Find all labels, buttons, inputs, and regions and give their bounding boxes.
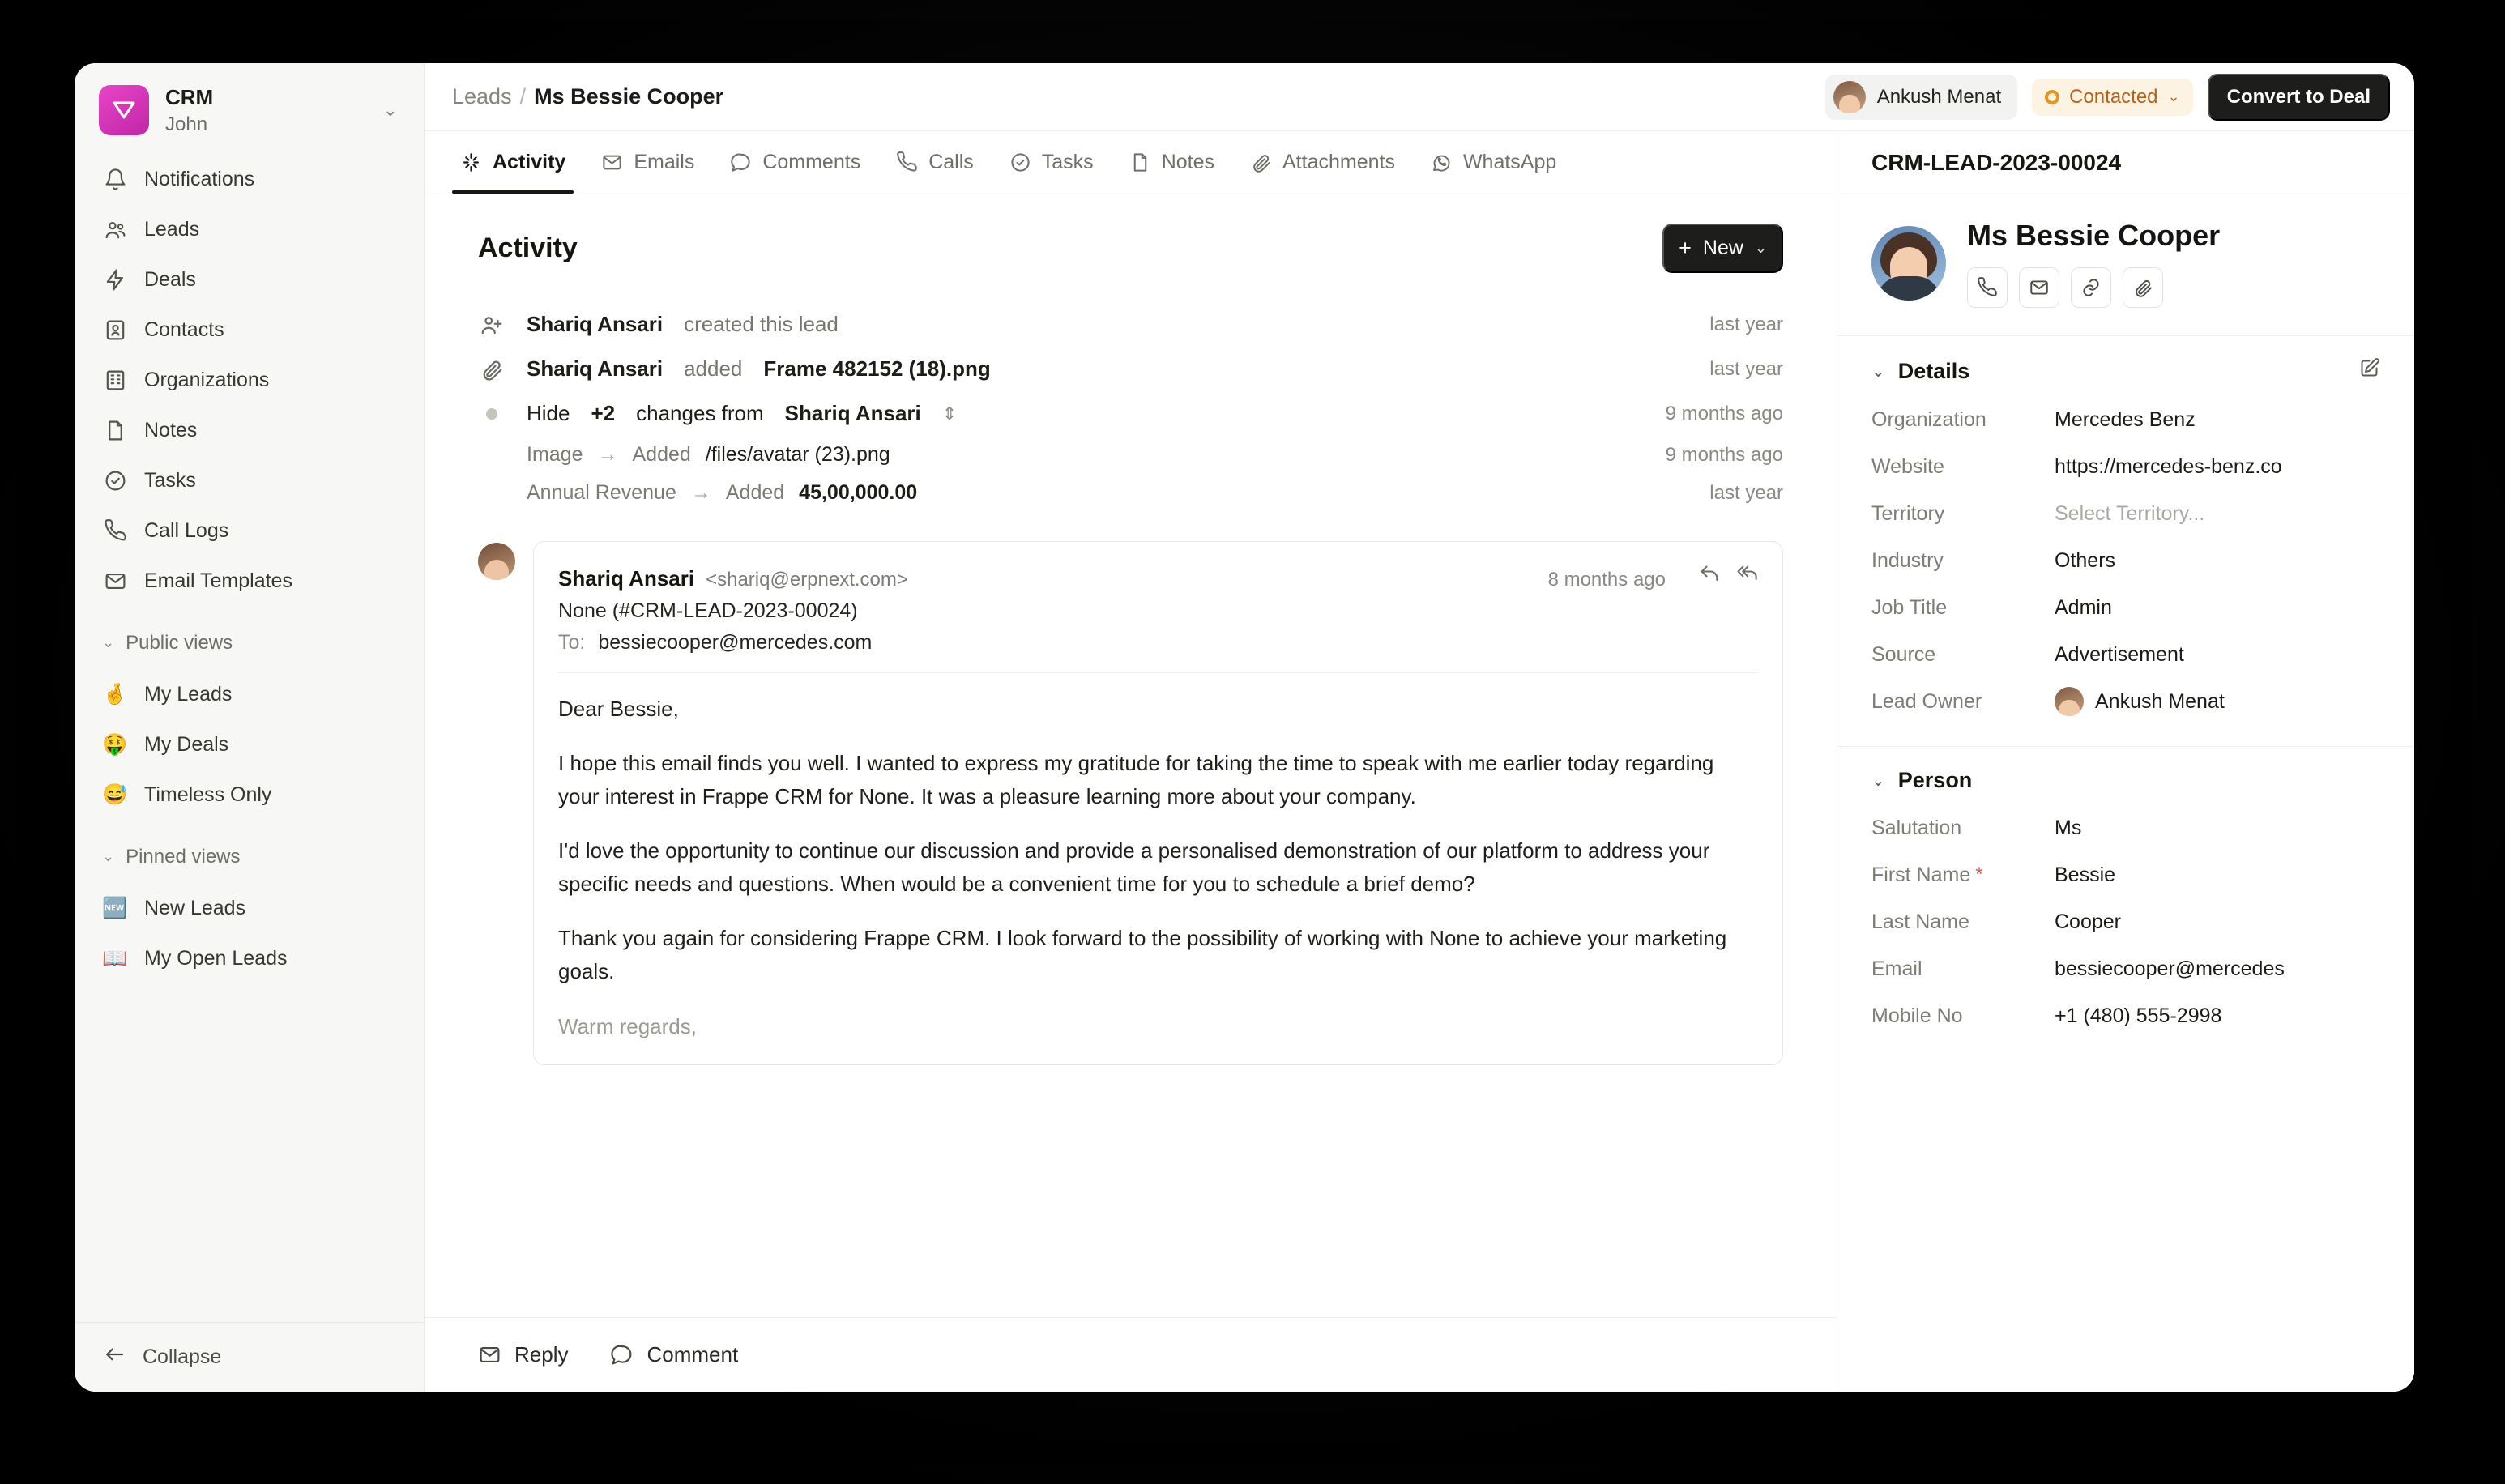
person-label: Email [1871,957,1922,980]
sort-toggle-icon[interactable]: ⇕ [941,403,958,424]
whatsapp-icon [1431,151,1453,173]
section-public-views[interactable] [89,621,409,665]
activity-icon [460,151,482,173]
detail-value: https://mercedes-benz.co [2055,454,2282,478]
change-time: 9 months ago [1665,443,1783,466]
activity-change-row [478,474,1783,512]
person-row-first-name[interactable] [1871,851,2380,898]
comment-icon [610,1343,634,1367]
collapse-label: Collapse [143,1345,222,1368]
email-sender-name: Shariq Ansari [558,566,695,591]
page-title: Activity [478,232,578,263]
details-panel [1837,131,2414,1392]
person-row-mobile-no[interactable] [1871,992,2380,1039]
tab-label: Emails [634,151,695,173]
arrow-right-icon: → [597,443,618,466]
sidebar-item-label: Deals [144,268,196,291]
mail-icon[interactable] [2019,267,2059,308]
nav-list [75,151,424,607]
deals-icon [102,267,128,293]
sidebar-item-label: Notifications [144,168,255,190]
change-value: /files/avatar (23).png [705,443,890,466]
phone-icon [896,151,918,173]
reply-button[interactable] [478,1342,568,1367]
sidebar-item-call-logs[interactable] [89,506,409,556]
email-to-label: To: [558,631,586,654]
email-entry [478,523,1783,1065]
detail-row-lead-owner[interactable] [1871,678,2380,725]
tab-calls[interactable] [881,132,988,194]
detail-label: Organization [1871,407,1987,431]
activity-actor: Shariq Ansari [527,312,664,336]
attachment-icon[interactable] [2123,267,2163,308]
tab-notes[interactable] [1115,132,1229,194]
assignee-name: Ankush Menat [1876,85,2002,108]
comment-icon [730,151,752,173]
sidebar [75,63,425,1392]
detail-row-industry[interactable] [1871,537,2380,584]
change-value: 45,00,000.00 [799,481,918,504]
record-id: CRM-LEAD-2023-00024 [1837,131,2414,194]
chevron-down-icon: ⌄ [1871,362,1885,381]
detail-value: Admin [2055,595,2112,619]
detail-value-wrap [2055,687,2380,716]
details-section-header[interactable] [1837,336,2414,396]
public-views-list [75,667,424,821]
activity-feed[interactable] [425,194,1837,1317]
email-sender-address: <shariq@erpnext.com> [706,569,908,591]
sidebar-item-label: Leads [144,218,200,241]
activity-item-created [478,302,1783,347]
brand-user: John [165,113,208,135]
chevron-down-icon: ⌄ [2167,88,2180,104]
sidebar-item-label: Contacts [144,318,224,341]
contact-hero-text [1967,219,2220,308]
sidebar-item-label: My Leads [144,683,233,706]
group-hide-label: Hide [527,401,570,425]
sidebar-item-my-leads[interactable] [89,670,409,720]
sidebar-item-notes[interactable] [89,406,409,456]
person-rows [1837,804,2414,1054]
sidebar-item-email-templates[interactable] [89,556,409,607]
reply-all-icon[interactable] [1735,563,1758,590]
details-section-title: Details [1897,358,1970,383]
email-paragraph: I hope this email finds you well. I wanted to express my gratitude for taking the time to speak with me earlier today regarding your interest in Frappe CRM for None. It was a pleasure learning more about your company. [558,751,1714,809]
detail-row-territory[interactable] [1871,490,2380,537]
phone-icon[interactable] [1967,267,2008,308]
person-value: Ms [2055,816,2082,839]
person-row-email[interactable] [1871,945,2380,992]
sidebar-spacer [75,984,424,1323]
group-changes-label: changes from [636,401,764,425]
sidebar-item-my-open-leads[interactable] [89,934,409,984]
my-open-leads-icon: 📖 [102,947,128,970]
person-label: Last Name [1871,910,1969,933]
new-activity-button[interactable] [1662,224,1783,273]
new-leads-icon: 🆕 [102,897,128,919]
person-row-last-name[interactable] [1871,898,2380,945]
brand-title: CRM [165,85,214,109]
sidebar-item-label: Notes [144,419,198,441]
breadcrumb-leads[interactable]: Leads [452,84,512,109]
chevron-down-icon: ⌄ [1871,772,1885,790]
center-column [425,131,1837,1392]
email-time: 8 months ago [1547,569,1666,591]
activity-target[interactable]: Frame 482152 (18).png [763,356,991,381]
activity-verb: created this lead [684,312,839,336]
chevron-down-icon[interactable]: ⌄ [382,100,398,121]
detail-label: Lead Owner [1871,689,1982,713]
group-time: 9 months ago [1665,402,1783,424]
sidebar-item-my-deals[interactable] [89,720,409,770]
email-recipient-row [558,631,1758,655]
email-card[interactable] [533,541,1783,1065]
contacts-icon [102,318,128,343]
sidebar-item-leads[interactable] [89,205,409,255]
attachment-icon [1250,151,1272,173]
composer-bar [425,1317,1837,1392]
timeline-dot-icon [478,408,506,420]
content-row [425,131,2414,1392]
sidebar-item-timeless-only[interactable] [89,770,409,821]
change-field: Annual Revenue [527,481,676,504]
tab-tasks[interactable] [995,132,1108,194]
person-label: Salutation [1871,816,1962,839]
contact-hero [1837,194,2414,336]
tab-emails[interactable] [587,132,709,194]
required-marker: * [1975,864,1983,885]
reply-label: Reply [514,1342,569,1367]
detail-value: Mercedes Benz [2055,407,2196,431]
crm-app-window [75,63,2414,1392]
detail-label: Job Title [1871,595,1948,619]
tasks-icon [102,468,128,494]
tab-bar [425,131,1837,194]
tab-label: Attachments [1282,151,1395,173]
details-rows [1837,396,2414,740]
activity-time: last year [1709,313,1783,335]
sidebar-item-label: My Deals [144,733,229,756]
change-verb: Added [632,443,691,466]
email-paragraph: Warm regards, [558,1013,697,1038]
arrow-right-icon: → [690,481,711,504]
sidebar-item-notifications[interactable] [89,155,409,205]
detail-row-job-title[interactable] [1871,584,2380,631]
chevron-down-icon: ⌄ [102,848,115,864]
sidebar-item-tasks[interactable] [89,456,409,506]
comment-button[interactable] [610,1342,738,1367]
organizations-icon [102,368,128,394]
email-icon [478,1343,501,1367]
leads-icon [102,217,128,243]
email-paragraph: I'd love the opportunity to continue our discussion and provide a personalised demonstration of our platform to address your specific needs and questions. When would be a convenient time for you to schedule a brief demo? [558,838,1710,897]
tab-label: Activity [493,151,566,173]
tab-label: Tasks [1041,151,1094,173]
note-icon [1129,151,1151,173]
email-paragraph: Thank you again for considering Frappe CRM. I look forward to the possibility of working with None to achieve your marketing goals. [558,926,1727,984]
tab-whatsapp[interactable] [1416,132,1571,194]
topbar-actions [1825,74,2390,121]
email-subject: None (#CRM-LEAD-2023-00024) [558,599,858,622]
tab-label: Calls [928,151,974,173]
my-deals-icon: 🤑 [102,733,128,756]
email-actions [1698,563,1758,590]
tab-label: Comments [762,151,861,173]
collapse-button[interactable] [75,1322,424,1392]
convert-to-deal-button[interactable]: Convert to Deal [2208,74,2390,121]
avatar [1833,81,1866,113]
section-pinned-views[interactable] [89,835,409,879]
person-label: First Name * [1871,863,1983,886]
detail-label: Territory [1871,501,1945,525]
person-label: Mobile No [1871,1004,1963,1027]
my-leads-icon: 🤞 [102,683,128,706]
topbar [425,63,2414,131]
detail-value: Advertisement [2055,642,2184,666]
assignee-pill[interactable] [1825,75,2017,120]
group-count: +2 [591,401,616,425]
tab-activity[interactable] [446,132,580,194]
person-add-icon [478,313,506,337]
mail-icon [102,569,128,595]
comment-label: Comment [647,1342,739,1367]
sidebar-item-label: Tasks [144,469,196,492]
status-badge[interactable] [2032,79,2193,116]
tab-comments[interactable] [715,132,875,194]
sidebar-item-label: Email Templates [144,569,292,592]
detail-label: Industry [1871,548,1944,572]
detail-row-website[interactable] [1871,443,2380,490]
group-actor: Shariq Ansari [784,401,921,425]
chevron-down-icon: ⌄ [102,634,115,650]
detail-value: Select Territory... [2055,501,2205,525]
attachment-icon [478,357,506,382]
sidebar-item-new-leads[interactable] [89,884,409,934]
email-icon [601,151,623,173]
brand-switcher[interactable] [75,63,424,151]
detail-label: Source [1871,642,1936,666]
detail-label: Website [1871,454,1944,478]
link-icon[interactable] [2071,267,2111,308]
detail-value: Others [2055,548,2116,572]
person-value: Cooper [2055,910,2121,933]
avatar [478,543,515,580]
activity-time: last year [1709,357,1783,380]
sidebar-item-label: Call Logs [144,519,229,542]
status-dot-icon [2045,90,2059,104]
activity-item-attachment [478,347,1783,391]
activity-actor: Shariq Ansari [527,356,664,381]
person-section-header[interactable] [1837,747,2414,804]
section-label: Pinned views [126,845,241,868]
tab-label: Notes [1161,151,1214,173]
bell-icon [102,167,128,193]
person-value: bessiecooper@mercedes [2055,957,2285,980]
section-label: Public views [126,631,233,654]
main-area [425,63,2414,1392]
person-value: Bessie [2055,863,2116,886]
activity-change-row [478,436,1783,474]
detail-value: Ankush Menat [2095,689,2225,713]
person-value: +1 (480) 555-2998 [2055,1004,2222,1027]
change-verb: Added [725,481,785,504]
person-section-title: Person [1897,768,1973,792]
avatar [2055,687,2084,716]
sidebar-item-label: New Leads [144,897,246,919]
detail-row-source[interactable] [1871,631,2380,678]
activity-header [478,224,1783,273]
change-time: last year [1709,481,1783,504]
divider [558,672,1758,673]
breadcrumb-separator: / [519,84,527,109]
phone-icon [102,518,128,544]
email-paragraph: Dear Bessie, [558,697,679,721]
person-row-salutation[interactable] [1871,804,2380,851]
quick-actions [1967,267,2220,308]
brand-text [165,84,367,137]
email-body [558,693,1758,1043]
sidebar-item-contacts[interactable] [89,305,409,356]
crm-logo-icon [99,85,149,135]
new-button-label: New [1702,237,1743,259]
task-icon [1009,151,1031,173]
collapse-icon [102,1342,126,1372]
email-to-address: bessiecooper@mercedes.com [598,631,873,654]
notes-icon [102,418,128,444]
edit-icon[interactable] [2358,357,2380,385]
sidebar-item-deals[interactable] [89,255,409,305]
chevron-down-icon: ⌄ [1754,240,1767,256]
plus-icon: + [1679,236,1692,260]
breadcrumb [452,84,723,109]
tab-attachments[interactable] [1235,132,1410,194]
status-label: Contacted [2069,85,2158,108]
sidebar-item-label: Timeless Only [144,783,272,806]
avatar[interactable] [1871,226,1946,301]
tab-label: WhatsApp [1462,151,1557,173]
sidebar-item-organizations[interactable] [89,356,409,406]
detail-row-organization[interactable] [1871,396,2380,443]
reply-icon[interactable] [1698,563,1721,590]
sidebar-item-label: My Open Leads [144,947,288,970]
activity-verb: added [684,356,743,381]
timeless-only-icon: 😅 [102,783,128,806]
sidebar-item-label: Organizations [144,369,270,391]
contact-name: Ms Bessie Cooper [1967,219,2221,252]
email-header [558,563,1758,591]
activity-group-toggle[interactable] [478,391,1783,436]
change-field: Image [527,443,583,466]
breadcrumb-current: Ms Bessie Cooper [534,84,724,109]
pinned-views-list [75,881,424,984]
